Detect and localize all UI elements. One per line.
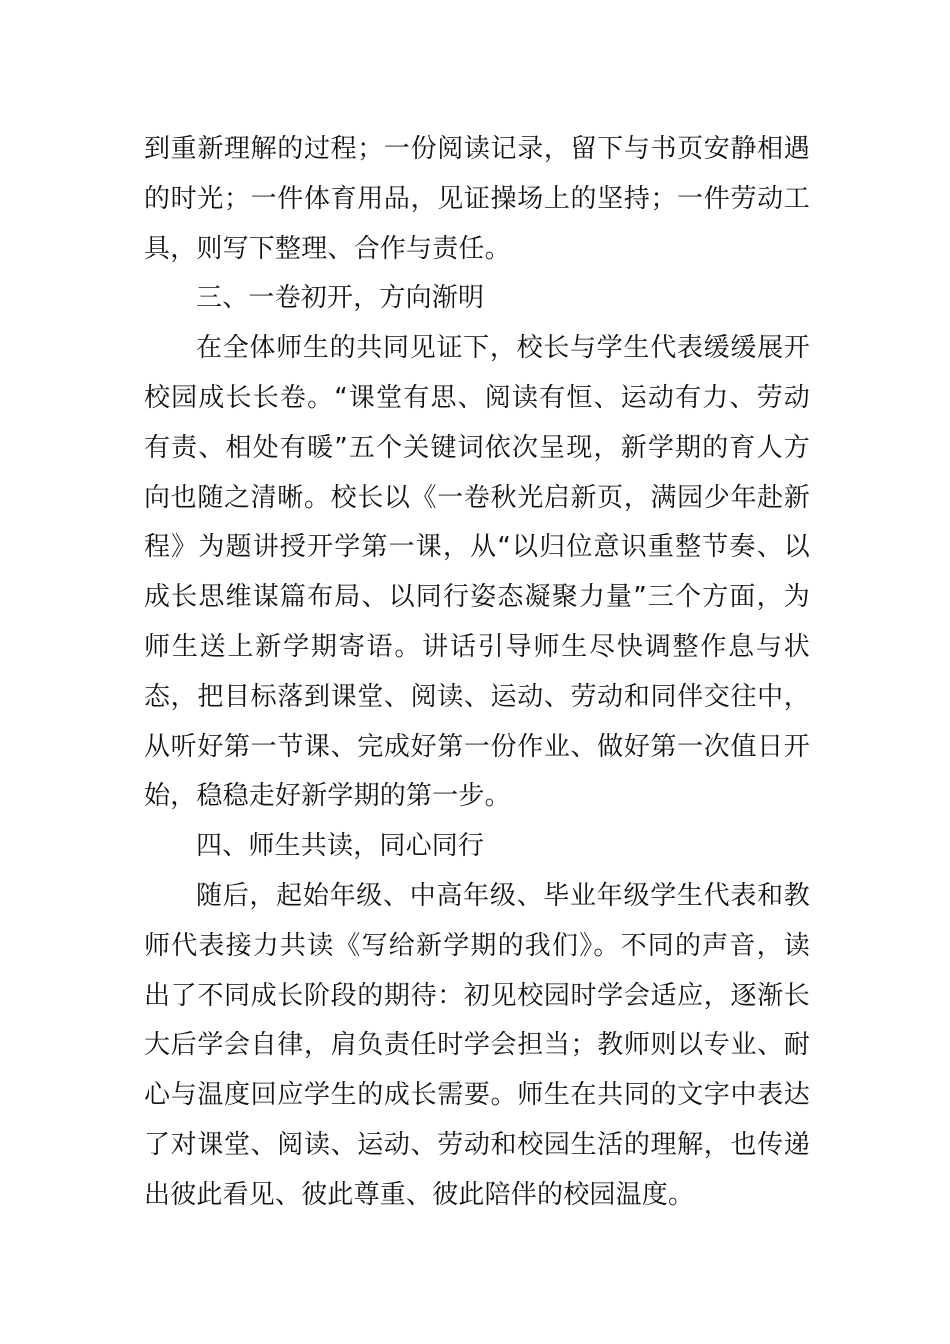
paragraph-continuation: 到重新理解的过程；一份阅读记录，留下与书页安静相遇的时光；一件体育用品，见证操场上的坚持；一件劳动工具，则写下整理、合作与责任。 [144,134,810,264]
section-heading-3: 三、一卷初开，方向渐明 [196,283,485,314]
paragraph-section-4: 随后，起始年级、中高年级、毕业年级学生代表和教师代表接力共读《写给新学期的我们》。不同的声音，读出了不同成长阶段的期待：初见校园时学会适应，逐渐长大后学会自律，肩负责任时学会担当；教师则以专业、耐心与温度回应学生的成长需要。师生在共同的文字中表达了对课堂、阅读、运动、劳动和校园生活的理解，也传递出彼此看见、彼此尊重、彼此陪伴的校园温度。 [144,880,810,1210]
paragraph-section-3: 在全体师生的共同见证下，校长与学生代表缓缓展开校园成长长卷。“课堂有思、阅读有恒、运动有力、劳动有责、相处有暖”五个关键词依次呈现，新学期的育人方向也随之清晰。校长以《一卷秋光启新页，满园少年赴新程》为题讲授开学第一课，从“以归位意识重整节奏、以成长思维谋篇布局、以同行姿态凝聚力量”三个方面，为师生送上新学期寄语。讲话引导师生尽快调整作息与状态，把目标落到课堂、阅读、运动、劳动和同伴交往中，从听好第一节课、完成好第一份作业、做好第一次值日开始，稳稳走好新学期的第一步。 [144,333,810,812]
section-heading-4: 四、师生共读，同心同行 [196,831,485,862]
document-page [144,125,810,1221]
